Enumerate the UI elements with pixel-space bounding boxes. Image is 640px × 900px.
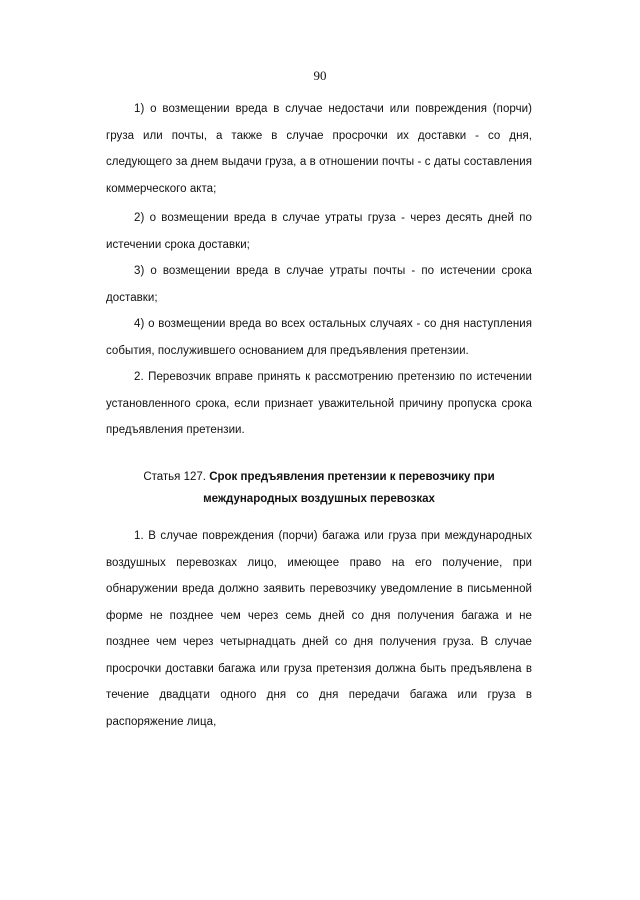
article-heading-line-1 — [106, 466, 532, 488]
page-number: 90 — [313, 68, 327, 83]
paragraph-international-claim: 1. В случае повреждения (порчи) багажа или груза при международных воздушных перевозках лицо, имеющее право на его получение, при обнаружении вреда должно заявить перевозчику уведомление в письменной форме не позднее чем через семь дней со дня получения багажа и не позднее чем через четырнадцать дней со дня получения груза. В случае просрочки доставки багажа или груза претензия должна быть предъявлена в течение двадцати одного дня со дня передачи багажа или груза в распоряжение лица, — [106, 530, 532, 728]
paragraph-claim-mail-loss: 3) о возмещении вреда в случае утраты почты - по истечении срока доставки; — [106, 265, 532, 304]
paragraph-claim-cargo-loss: 2) о возмещении вреда в случае утраты груза - через десять дней по истечении срока доставки; — [106, 212, 532, 251]
article-heading — [106, 466, 532, 510]
paragraph-carrier-discretion: 2. Перевозчик вправе принять к рассмотрению претензию по истечении установленного срока, если признает уважительной причину пропуска срока предъявления претензии. — [106, 371, 532, 436]
article-title-line-2: международных воздушных перевозках — [203, 493, 435, 505]
article-title-line-1: Срок предъявления претензии к перевозчику при — [209, 471, 495, 483]
article-label: Статья 127. — [143, 471, 206, 483]
paragraph-claim-damage: 1) о возмещении вреда в случае недостачи или повреждения (порчи) груза или почты, а также в случае просрочки их доставки - со дня, следующего за днем выдачи груза, а в отношении почты - с даты составления коммерческого акта; — [106, 103, 532, 195]
paragraph-claim-other-cases: 4) о возмещении вреда во всех остальных случаях - со дня наступления события, послужившего основанием для предъявления претензии. — [106, 318, 532, 357]
